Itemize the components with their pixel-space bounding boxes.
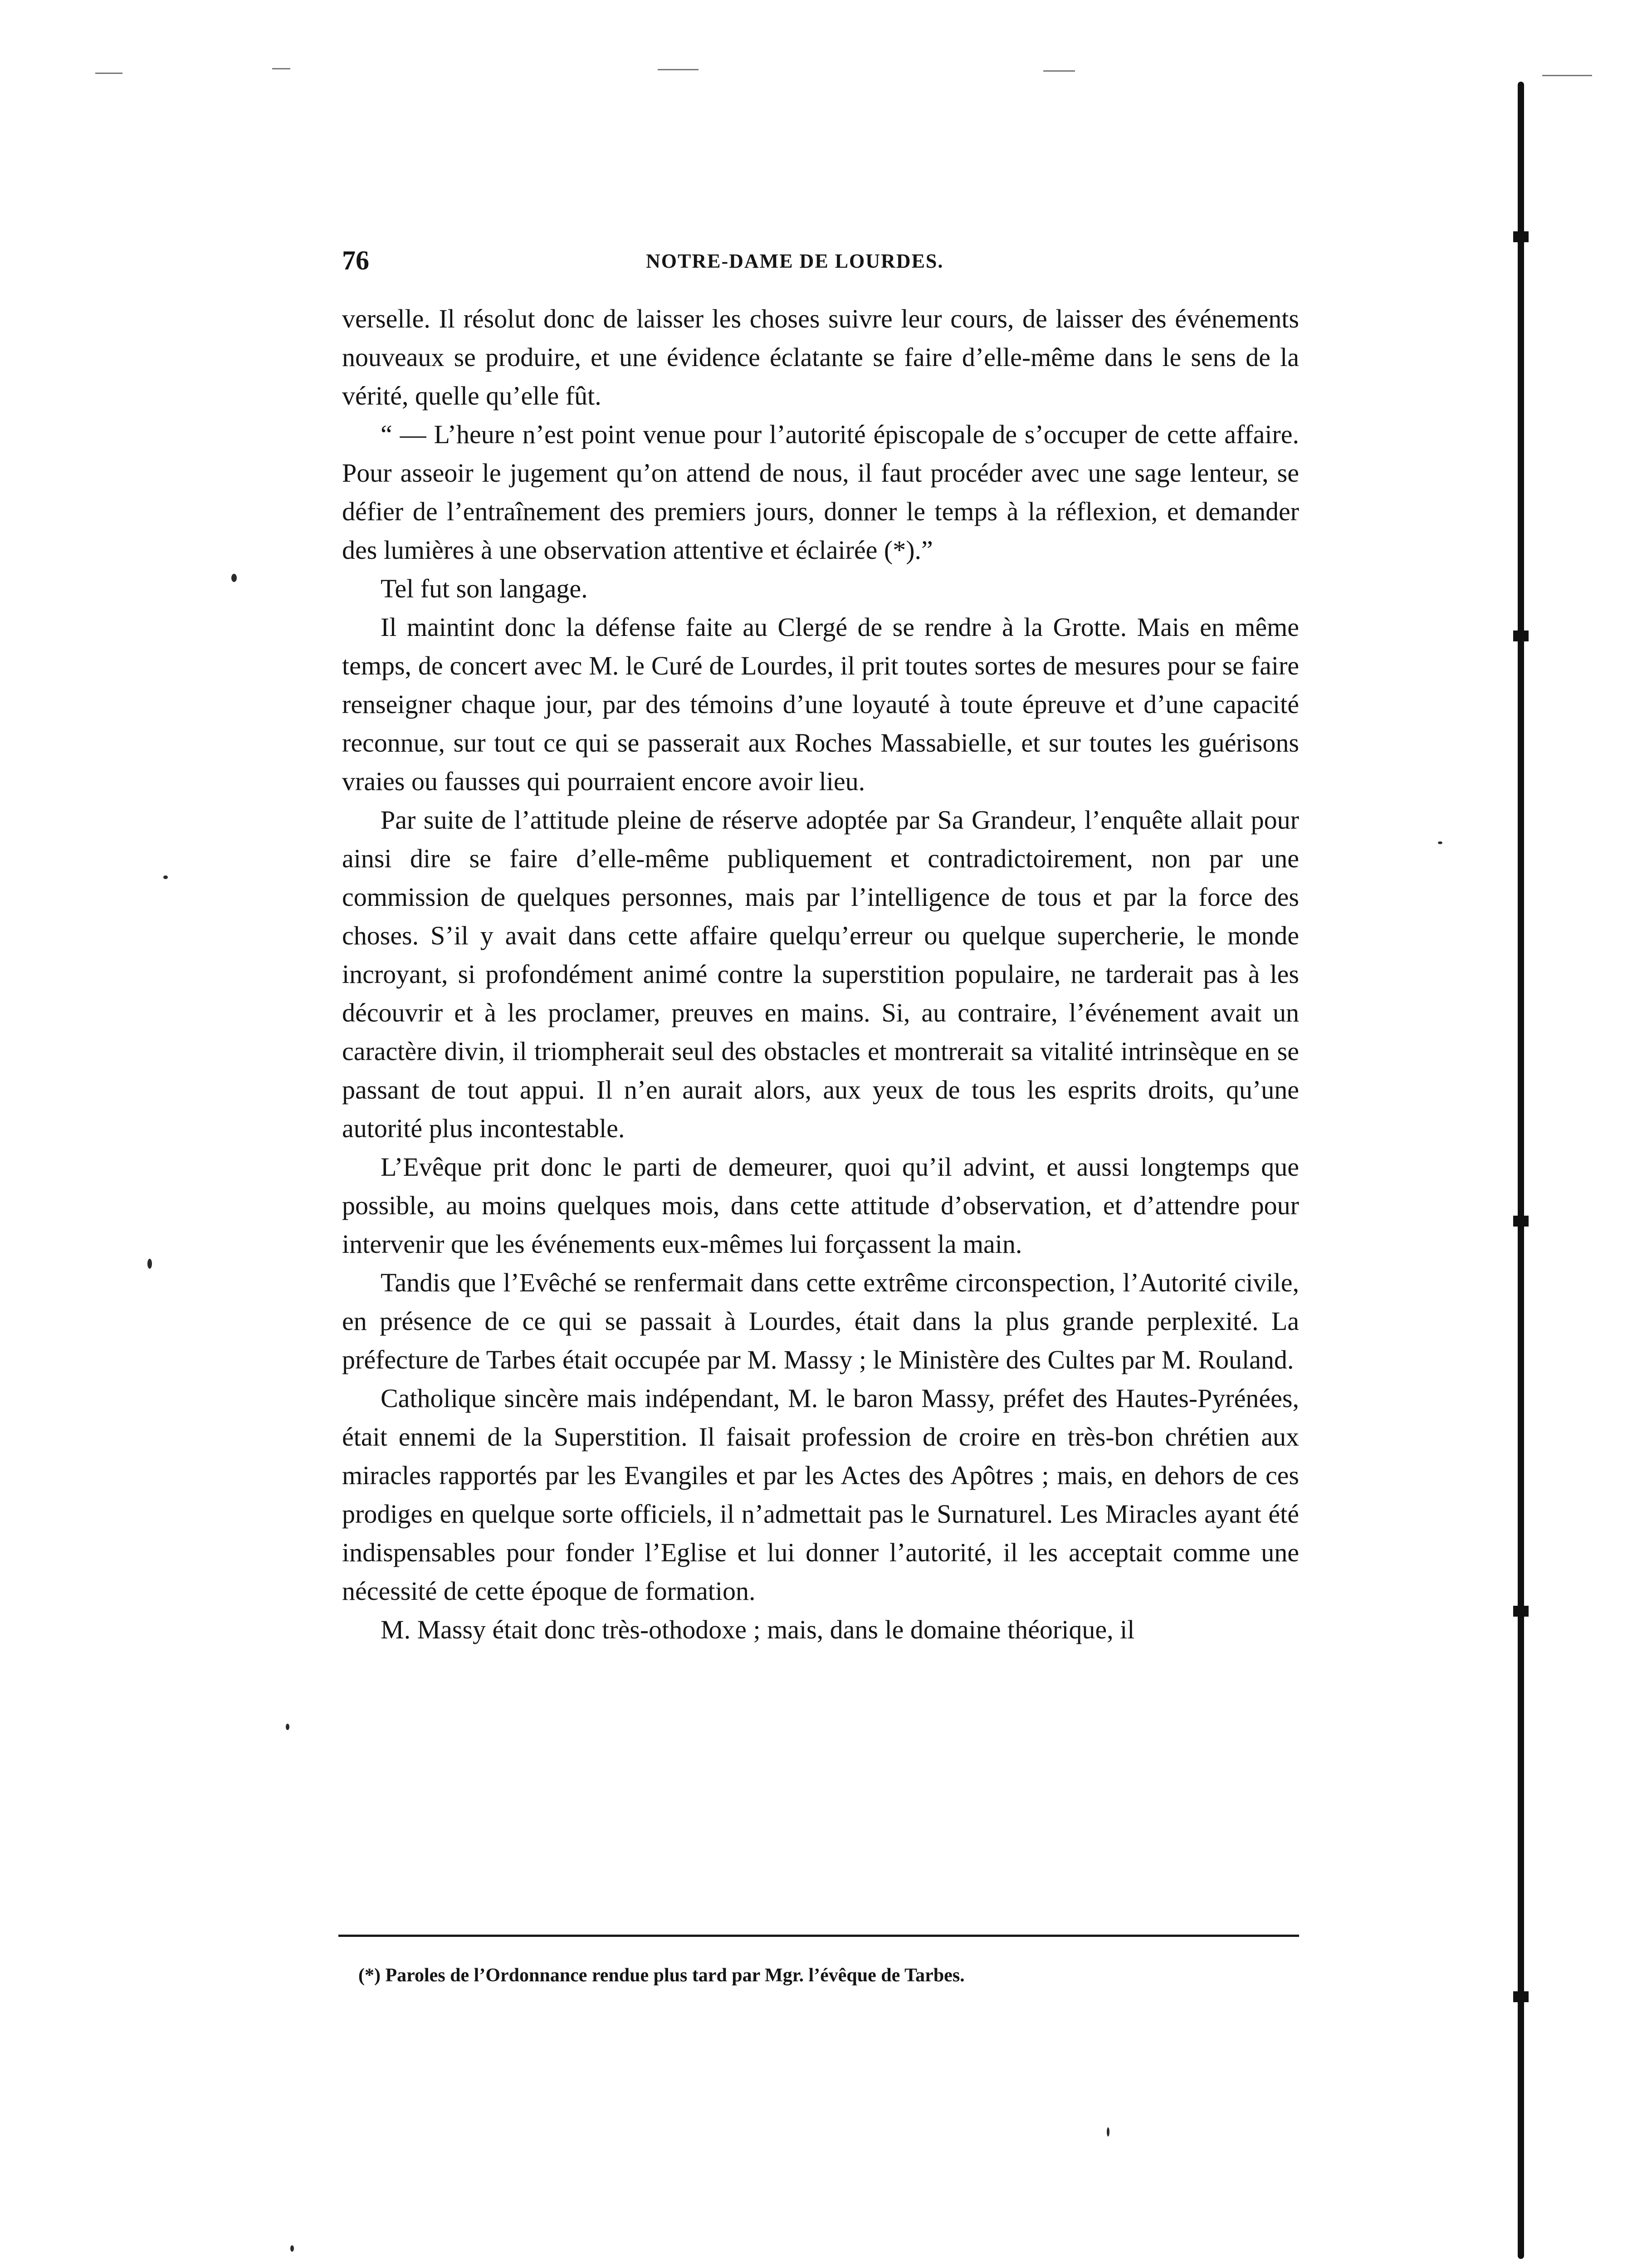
scan-noise — [1043, 70, 1075, 72]
scan-speck — [290, 2245, 294, 2252]
paragraph: L’Evêque prit donc le parti de demeurer, quoi qu’il advint, et aussi longtemps que possible, au moins quelques mois, dans cette attitude d’observation, et d’attendre pour intervenir que les événements eux-mêmes lui forçassent la main. — [342, 1152, 1299, 1259]
page-header — [342, 242, 1295, 283]
paragraph: Catholique sincère mais indépendant, M. le baron Massy, préfet des Hautes-Pyrénées, était ennemi de la Superstition. Il faisait profession de croire en très-bon chrétien aux miracles rapportés par les Evangiles et par les Actes des Apôtres ; mais, en dehors de ces prodiges en quelque sorte officiels, il n’admettait pas le Surnaturel. Les Miracles ayant été indispensables pour fonder l’Eglise et lui donner l’autorité, il les acceptait comme une nécessité de cette époque de formation. — [342, 1383, 1299, 1606]
scan-speck — [231, 574, 237, 582]
scan-speck — [1438, 841, 1442, 844]
paragraph: Il maintint donc la défense faite au Clergé de se rendre à la Grotte. Mais en même temps, de concert avec M. le Curé de Lourdes, il prit toutes sortes de mesures pour se faire renseigner chaque jour, par des témoins d’une loyauté à toute épreuve et d’une capacité reconnue, sur tout ce qui se passerait aux Roches Massabielle, et sur toutes les guérisons vraies ou fausses qui pourraient encore avoir lieu. — [342, 612, 1299, 796]
paragraph-continuation: verselle. Il résolut donc de laisser les choses suivre leur cours, de laisser des événements nouveaux se produire, et une évidence éclatante se faire d’elle-même dans le sens de la vérité, quelle qu’elle fût. — [342, 304, 1299, 411]
binding-edge — [1518, 82, 1524, 2259]
scan-speck — [147, 1259, 152, 1269]
paragraph: Tel fut son langage. — [381, 574, 588, 603]
scan-noise — [1542, 75, 1592, 76]
footnote-rule — [338, 1935, 1299, 1937]
paragraph: Tandis que l’Evêché se renfermait dans cette extrême circonspection, l’Autorité civile, en présence de ce qui se passait à Lourdes, était dans la plus grande perplexité. La préfecture de Tarbes était occupée par M. Massy ; le Ministère des Cultes par M. Rouland. — [342, 1268, 1299, 1374]
page-number: 76 — [342, 245, 369, 275]
running-title: NOTRE-DAME DE LOURDES. — [646, 250, 944, 272]
paragraph-final: M. Massy était donc très-othodoxe ; mais, dans le domaine théorique, il — [381, 1615, 1135, 1644]
scan-speck — [286, 1724, 289, 1730]
scan-noise — [272, 68, 290, 69]
scan-noise — [95, 73, 122, 74]
scan-speck — [1107, 2127, 1109, 2136]
scan-noise — [658, 69, 699, 70]
binding-mark — [1513, 1606, 1529, 1617]
footnote: (*) Paroles de l’Ordonnance rendue plus tard par Mgr. l’évêque de Tarbes. — [358, 1965, 965, 1986]
binding-mark — [1513, 231, 1529, 242]
binding-mark — [1513, 1991, 1529, 2002]
paragraph-quotation: “ — L’heure n’est point venue pour l’autorité épiscopale de s’occuper de cette affaire. Pour asseoir le jugement qu’on attend de nous, il faut procéder avec une sage lenteur, se défier de l’entraînement des premiers jours, donner le temps à la réflexion, et demander des lumières à une observation attentive et éclairée (*).” — [342, 420, 1299, 565]
binding-mark — [1513, 1216, 1529, 1227]
scan-speck — [163, 875, 168, 879]
binding-mark — [1513, 631, 1529, 641]
paragraph: Par suite de l’attitude pleine de réserve adoptée par Sa Grandeur, l’enquête allait pour ainsi dire se faire d’elle-même publiquement et contradictoirement, non par une commission de quelques personnes, mais par l’intelligence de tous et par la force des choses. S’il y avait dans cette affaire quelqu’erreur ou quelque supercherie, le monde incroyant, si profondément animé contre la superstition populaire, ne tarderait pas à les découvrir et à les proclamer, preuves en mains. Si, au contraire, l’événement avait un caractère divin, il triompherait seul des obstacles et montrerait sa vitalité intrinsèque en se passant de tout appui. Il n’en aurait alors, aux yeux de tous les esprits droits, qu’une autorité plus incontestable. — [342, 805, 1299, 1143]
body-text — [342, 299, 1299, 1649]
